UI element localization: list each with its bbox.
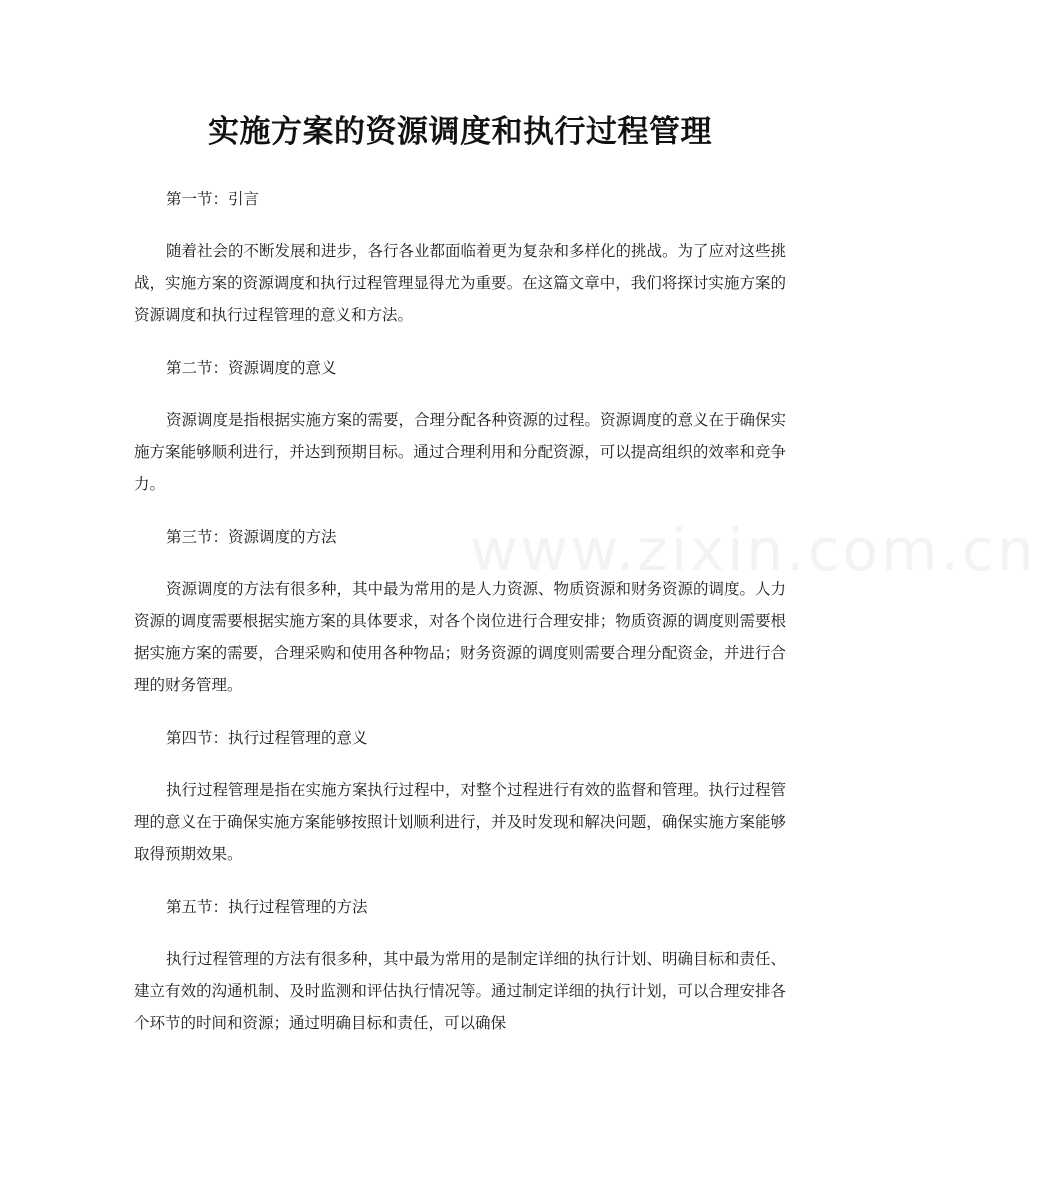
section-heading-3: 第三节：资源调度的方法 — [166, 528, 337, 546]
section-paragraph-1: 随着社会的不断发展和进步，各行各业都面临着更为复杂和多样化的挑战。为了应对这些挑战，实施方案的资源调度和执行过程管理显得尤为重要。在这篇文章中，我们将探讨实施方案的资源调度和执行过程管理的意义和方法。 — [134, 242, 787, 324]
section-paragraph-3: 资源调度的方法有很多种，其中最为常用的是人力资源、物质资源和财务资源的调度。人力资源的调度需要根据实施方案的具体要求，对各个岗位进行合理安排；物质资源的调度则需要根据实施方案的需要，合理采购和使用各种物品；财务资源的调度则需要合理分配资金，并进行合理的财务管理。 — [134, 580, 787, 694]
section-heading-4: 第四节：执行过程管理的意义 — [166, 729, 368, 747]
section-heading-2: 第二节：资源调度的意义 — [166, 359, 337, 377]
section-paragraph-5: 执行过程管理的方法有很多种，其中最为常用的是制定详细的执行计划、明确目标和责任、建立有效的沟通机制、及时监测和评估执行情况等。通过制定详细的执行计划，可以合理安排各个环节的时间和资源；通过明确目标和责任，可以确保 — [134, 950, 787, 1032]
section-heading-5: 第五节：执行过程管理的方法 — [166, 898, 368, 916]
watermark: www.zixin.com.cn — [470, 516, 1037, 584]
document-body — [134, 183, 786, 1039]
section-paragraph-2: 资源调度是指根据实施方案的需要，合理分配各种资源的过程。资源调度的意义在于确保实施方案能够顺利进行，并达到预期目标。通过合理利用和分配资源，可以提高组织的效率和竞争力。 — [134, 411, 787, 493]
section-heading-1: 第一节：引言 — [166, 190, 260, 208]
document-title: 实施方案的资源调度和执行过程管理 — [208, 114, 712, 150]
section-paragraph-4: 执行过程管理是指在实施方案执行过程中，对整个过程进行有效的监督和管理。执行过程管理的意义在于确保实施方案能够按照计划顺利进行，并及时发现和解决问题，确保实施方案能够取得预期效果。 — [134, 781, 787, 863]
